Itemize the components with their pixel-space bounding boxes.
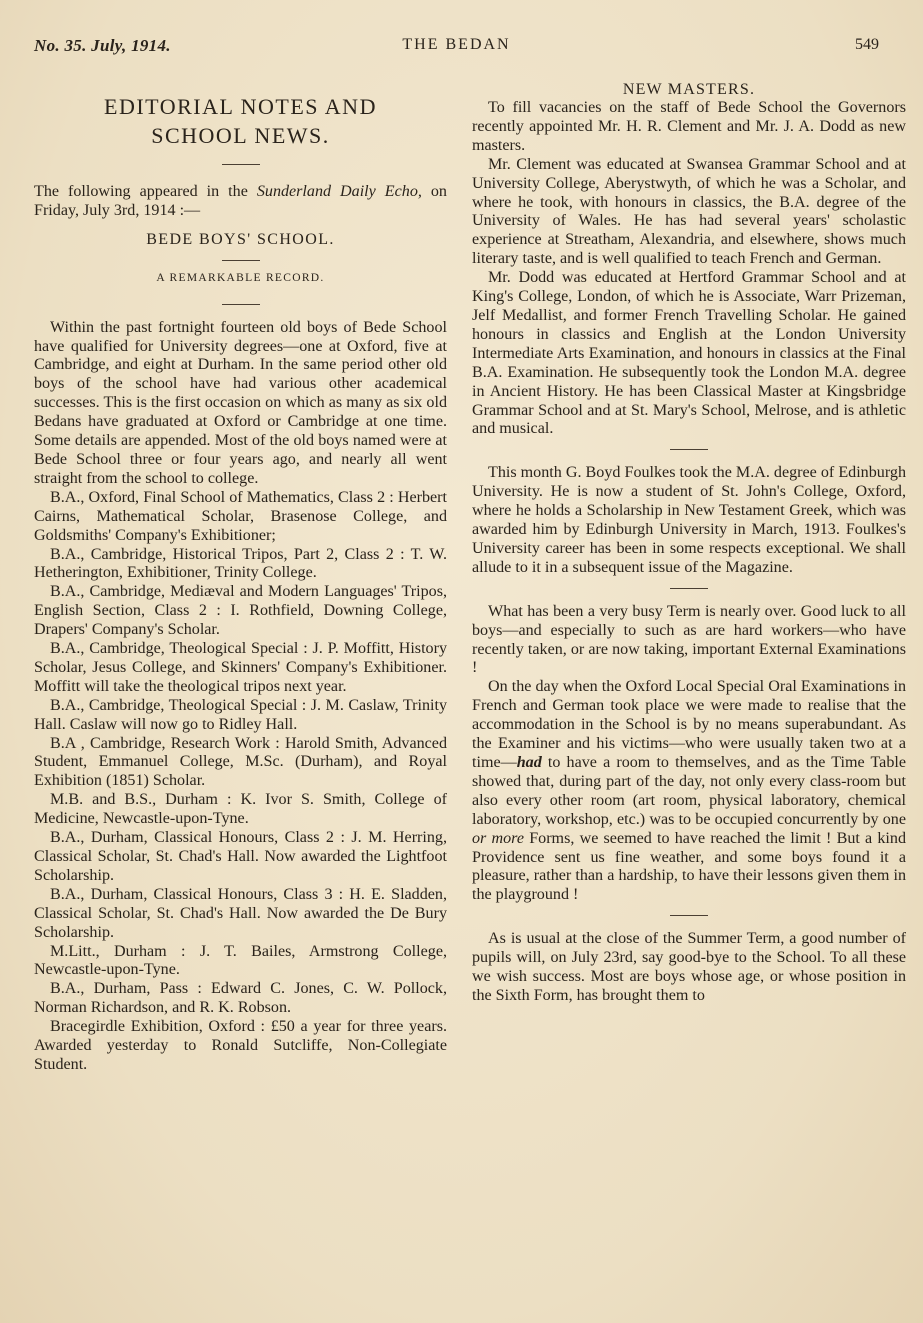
- degree-entry: M.B. and B.S., Durham : K. Ivor S. Smith, College of Medicine, Newcastle-upon-Tyne.: [34, 791, 447, 828]
- editorial-title: [34, 92, 447, 150]
- record-list: [34, 319, 447, 1075]
- intro-date: on Friday, July 3rd, 1914 :—: [34, 183, 447, 219]
- record-intro-paragraph: Within the past fortnight fourteen old boys of Bede School have qualified for University degrees—one at Oxford, five at Cambridge, and eight at Durham. In the same period other old boys of the school have had various other academical successes. This is the first occasion on which as many as six old Bedans have graduated at Oxford or Cambridge at one time. Some details are appended. Most of the old boys named were at Bede School three or four years ago, and nearly all went straight from the school to college.: [34, 318, 447, 487]
- degree-entry: B.A., Cambridge, Mediæval and Modern Languages' Tripos, English Section, Class 2 : I. Rothfield, Downing College, Drapers' Company's Scholar.: [34, 583, 447, 639]
- exam-text-c: Forms, we seemed to have reached the limit ! But a kind Providence sent us fine weather, and some boys found it a pleasure, rather than a hardship, to have their lessons given them in the playground !: [472, 829, 907, 904]
- new-masters-heading: NEW MASTERS.: [622, 81, 756, 98]
- divider: [222, 260, 260, 261]
- issue-label: No. 35. July, 1914.: [34, 36, 171, 55]
- editorial-title-line2: SCHOOL NEWS.: [151, 123, 330, 148]
- degree-entry: B.A , Cambridge, Research Work : Harold Smith, Advanced Student, Emmanuel College, M.Sc. (Durham), and Royal Exhibition (1851) Scholar.: [34, 734, 447, 790]
- intro-text: The following appeared in the: [34, 183, 257, 200]
- editorial-title-line1: EDITORIAL NOTES AND: [104, 94, 377, 119]
- master-paragraph: To fill vacancies on the staff of Bede School the Governors recently appointed Mr. H. R. Clement and Mr. J. A. Dodd as new masters.: [472, 99, 906, 154]
- degree-entry: Bracegirdle Exhibition, Oxford : £50 a year for three years. Awarded yesterday to Ronald Sutcliffe, Non-Collegiate Student.: [34, 1018, 447, 1073]
- divider: [222, 304, 260, 305]
- degree-entry: B.A., Durham, Classical Honours, Class 3 : H. E. Sladden, Classical Scholar, St. Chad's Hall. Now awarded the De Bury Scholarship.: [34, 885, 447, 941]
- degree-entry: B.A., Durham, Classical Honours, Class 2 : J. M. Herring, Classical Scholar, St. Chad's Hall. Now awarded the Lightfoot Scholarship.: [34, 829, 447, 884]
- degree-entry: B.A., Cambridge, Theological Special : J. P. Moffitt, History Scholar, Jesus College, and Skinners' Company's Exhibitioner. Moffitt will take the theological tripos next year.: [34, 640, 447, 695]
- running-head: [34, 36, 879, 62]
- new-masters-text: [472, 99, 906, 439]
- master-paragraph: Mr. Clement was educated at Swansea Grammar School and at University College, Aberystwyth, of which he was a Scholar, and where he took, with honours in classics, the B.A. degree of the University of Wales. He has had several years' scholastic experience at Streatham, Alexandria, and elsewhere, shows much literary taste, and is well qualified to teach French and German.: [472, 155, 906, 268]
- page-number: 549: [855, 36, 879, 53]
- right-column: [472, 80, 906, 1006]
- degree-entry: M.Litt., Durham : J. T. Bailes, Armstrong College, Newcastle-upon-Tyne.: [34, 942, 447, 979]
- farewell-paragraph: As is usual at the close of the Summer Term, a good number of pupils will, on July 23rd, say good-bye to the School. To all these we wish success. Most are boys whose age, or whose position in the Sixth Form, has brought them to: [472, 930, 906, 1004]
- emphasis-had: had: [516, 754, 542, 771]
- article-title: BEDE BOYS' SCHOOL.: [146, 230, 335, 248]
- degree-entry: B.A., Durham, Pass : Edward C. Jones, C. W. Pollock, Norman Richardson, and R. K. Robson.: [34, 980, 447, 1017]
- degree-entry: B.A., Cambridge, Historical Tripos, Part 2, Class 2 : T. W. Hetherington, Exhibitioner, Trinity College.: [34, 545, 447, 582]
- exam-text-a: On the day when the Oxford Local Special Oral Examinations in French and German took place we were made to realise that the accommodation in the School is by no means superabundant. As the Examiner and his victims—who were usually taken two at a time—: [472, 678, 906, 771]
- emphasis-or-more: or more: [472, 829, 524, 847]
- foulkes-paragraph: This month G. Boyd Foulkes took the M.A. degree of Edinburgh University. He is now a student of St. John's College, Oxford, where he holds a Scholarship in New Testament Greek, which was awarded him by Edinburgh University in March, 1913. Foulkes's University career has been in some respects exceptional. We shall allude to it in a subsequent issue of the Magazine.: [472, 464, 906, 576]
- degree-entry: B.A., Cambridge, Theological Special : J. M. Caslaw, Trinity Hall. Caslaw will now go to Ridley Hall.: [34, 696, 447, 733]
- exam-text-b: to have a room to themselves, and as the Time Table showed that, during part of the day, not only every class-room but also every other room (art room, physical laboratory, chemical laboratory, workshop, etc.) was to be occupied concurrently by one: [472, 754, 906, 828]
- article-subtitle: A REMARKABLE RECORD.: [156, 271, 325, 284]
- degree-entry: B.A., Oxford, Final School of Mathematics, Class 2 : Herbert Cairns, Mathematical Scholar, Brasenose College, and Goldsmiths' Company's Exhibitioner;: [34, 488, 447, 544]
- term-paragraph: What has been a very busy Term is nearly over. Good luck to all boys—and especially to such as are hard workers—who have recently taken, or are now taking, important External Examinations !: [472, 602, 906, 677]
- master-paragraph: Mr. Dodd was educated at Hertford Grammar School and at King's College, London, of which he is Associate, Warr Prizeman, Jelf Medallist, and former French Travelling Scholar. He gained honours in classics and English at the London University Intermediate Arts Examination, and honours in classics at the Final B.A. Examination. He subsequently took the London M.A. degree in Ancient History. He has been Classical Master at Kingsbridge Grammar School and at St. Mary's School, Melrose, and is athletic and musical.: [472, 269, 906, 438]
- left-column: [34, 92, 447, 1075]
- newspaper-name: Sunderland Daily Echo,: [256, 183, 422, 200]
- intro-paragraph: [34, 183, 447, 221]
- magazine-title: THE BEDAN: [402, 36, 511, 53]
- exam-paragraph: [472, 678, 906, 905]
